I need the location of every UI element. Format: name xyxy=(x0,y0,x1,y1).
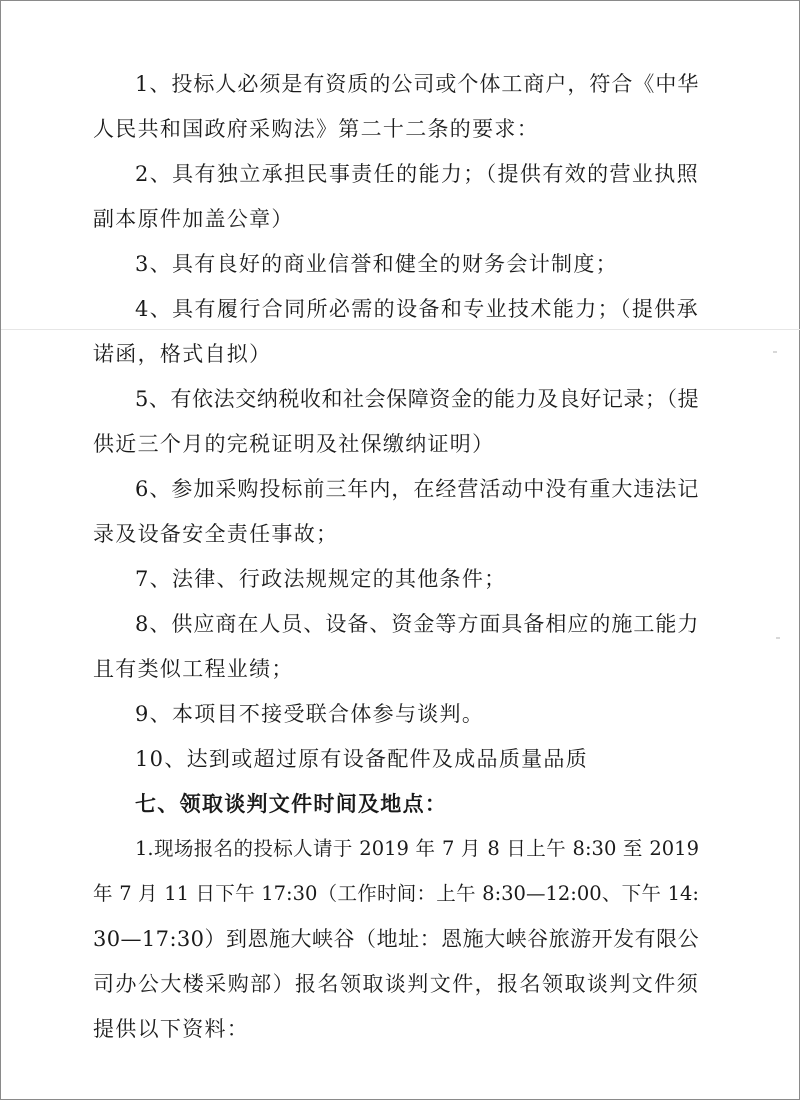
text-line: 7、法律、行政法规规定的其他条件； xyxy=(135,567,507,591)
text-line: 10、达到或超过原有设备配件及成品质量品质 xyxy=(135,747,589,771)
text-line: 人民共和国政府采购法》第二十二条的要求： xyxy=(93,117,539,141)
text-line: 副本原件加盖公章） xyxy=(93,207,294,231)
text-line: 且有类似工程业绩； xyxy=(93,657,294,681)
scan-speck xyxy=(776,637,780,639)
text-line: 3、具有良好的商业信誉和健全的财务会计制度； xyxy=(135,252,618,276)
text-line: 4、具有履行合同所必需的设备和专业技术能力；（提供承 xyxy=(135,297,699,321)
scan-speck xyxy=(773,351,777,353)
text-line: 司办公大楼采购部）报名领取谈判文件，报名领取谈判文件须 xyxy=(93,972,699,996)
text-line: 录及设备安全责任事故； xyxy=(93,522,339,546)
text-line: 诺函，格式自拟） xyxy=(93,342,272,366)
document-body xyxy=(93,67,699,1057)
text-line: 1、投标人必须是有资质的公司或个体工商户，符合《中华 xyxy=(135,72,700,96)
text-line: 提供以下资料： xyxy=(93,1017,250,1041)
text-line: 5、有依法交纳税收和社会保障资金的能力及良好记录；（提 xyxy=(135,387,699,411)
text-line: 8、供应商在人员、设备、资金等方面具备相应的施工能力 xyxy=(135,612,700,636)
section-heading: 七、领取谈判文件时间及地点： xyxy=(135,791,448,816)
text-line: 30—17:30）到恩施大峡谷（地址：恩施大峡谷旅游开发有限公 xyxy=(93,927,699,951)
text-line: 供近三个月的完税证明及社保缴纳证明） xyxy=(93,432,495,456)
text-line: 年 7 月 11 日下午 17:30（工作时间：上午 8:30—12:00、下午 14: xyxy=(93,882,699,905)
text-line: 9、本项目不接受联合体参与谈判。 xyxy=(135,702,485,726)
text-line: 6、参加采购投标前三年内，在经营活动中没有重大违法记 xyxy=(135,477,700,501)
text-line: 2、具有独立承担民事责任的能力；（提供有效的营业执照 xyxy=(135,162,699,186)
text-line: 1.现场报名的投标人请于 2019 年 7 月 8 日上午 8:30 至 2019 xyxy=(135,837,699,860)
